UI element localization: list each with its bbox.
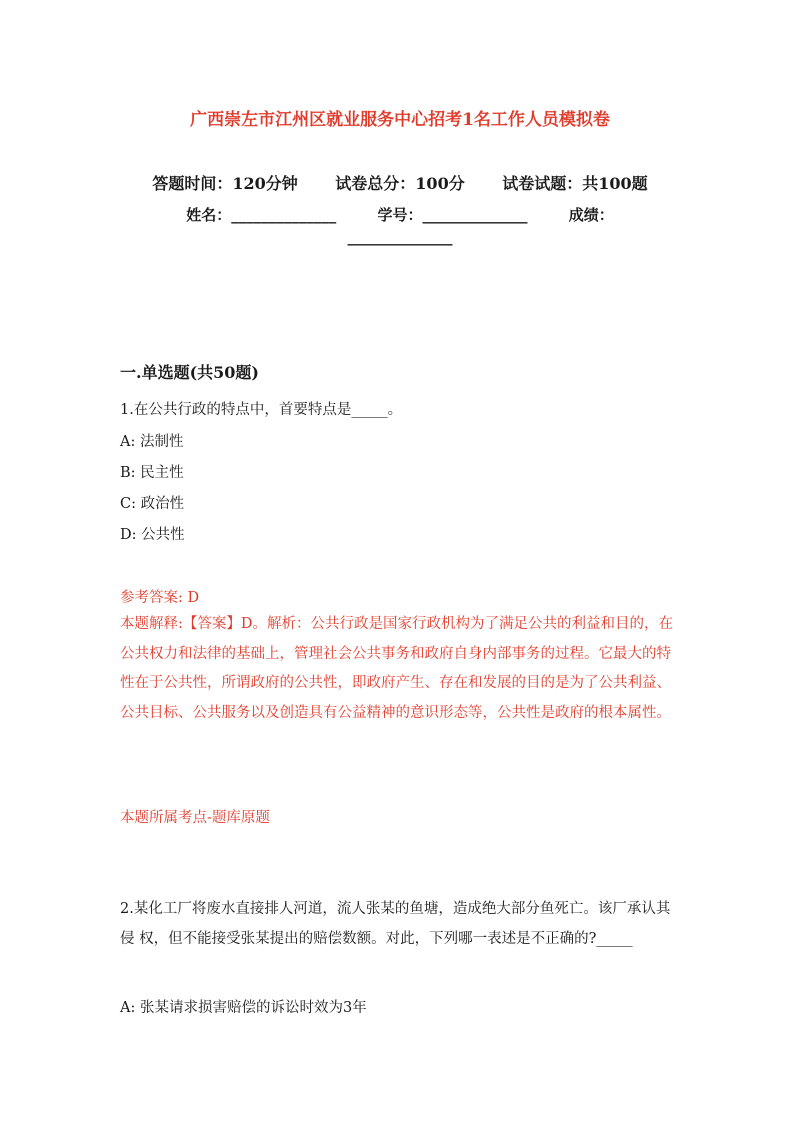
exam-time: 答题时间：120分钟 xyxy=(152,174,298,193)
score-field-label: 成绩： xyxy=(568,206,614,224)
question-1-stem: 1.在公共行政的特点中，首要特点是_____。 xyxy=(120,402,403,418)
fill-in-row xyxy=(0,204,800,225)
question-1-source: 本题所属考点-题库原题 xyxy=(120,810,270,826)
exam-question-count: 试卷试题：共100题 xyxy=(502,174,648,193)
question-1-option-c: C: 政治性 xyxy=(120,496,185,512)
question-1-option-b: B: 民主性 xyxy=(120,465,184,481)
question-1-option-a: A: 法制性 xyxy=(120,434,184,450)
document-title: 广西崇左市江州区就业服务中心招考1名工作人员模拟卷 xyxy=(190,110,610,130)
exam-info xyxy=(0,171,800,194)
question-2-stem: 2.某化工厂将废水直接排人河道，流人张某的鱼塘，造成绝大部分鱼死亡。该厂承认其侵 权，但不能接受张某提出的赔偿数额。对此，下列哪一表述是不正确的?_____ xyxy=(120,901,671,947)
exam-total-score: 试卷总分：100分 xyxy=(335,174,465,193)
student-id-field: 学号：______________ xyxy=(377,206,528,224)
score-field-line: ______________ xyxy=(347,228,453,246)
question-2-option-a: A: 张某请求损害赔偿的诉讼时效为3年 xyxy=(120,1000,367,1016)
section-heading: 一.单选题(共50题) xyxy=(120,363,259,382)
question-1-answer: 参考答案: D xyxy=(120,590,200,606)
question-1-explanation: 本题解释:【答案】D。解析：公共行政是国家行政机构为了满足公共的利益和目的，在公共权力和法律的基础上，管理社会公共事务和政府自身内部事务的过程。它最大的特性在于公共性，所谓政府的公共性，即政府产生、存在和发展的目的是为了公共利益、公共目标、公共服务以及创造具有公益精神的意识形态等，公共性是政府的根本属性。 xyxy=(120,616,674,721)
name-field: 姓名：______________ xyxy=(186,206,337,224)
question-1-option-d: D: 公共性 xyxy=(120,527,185,543)
